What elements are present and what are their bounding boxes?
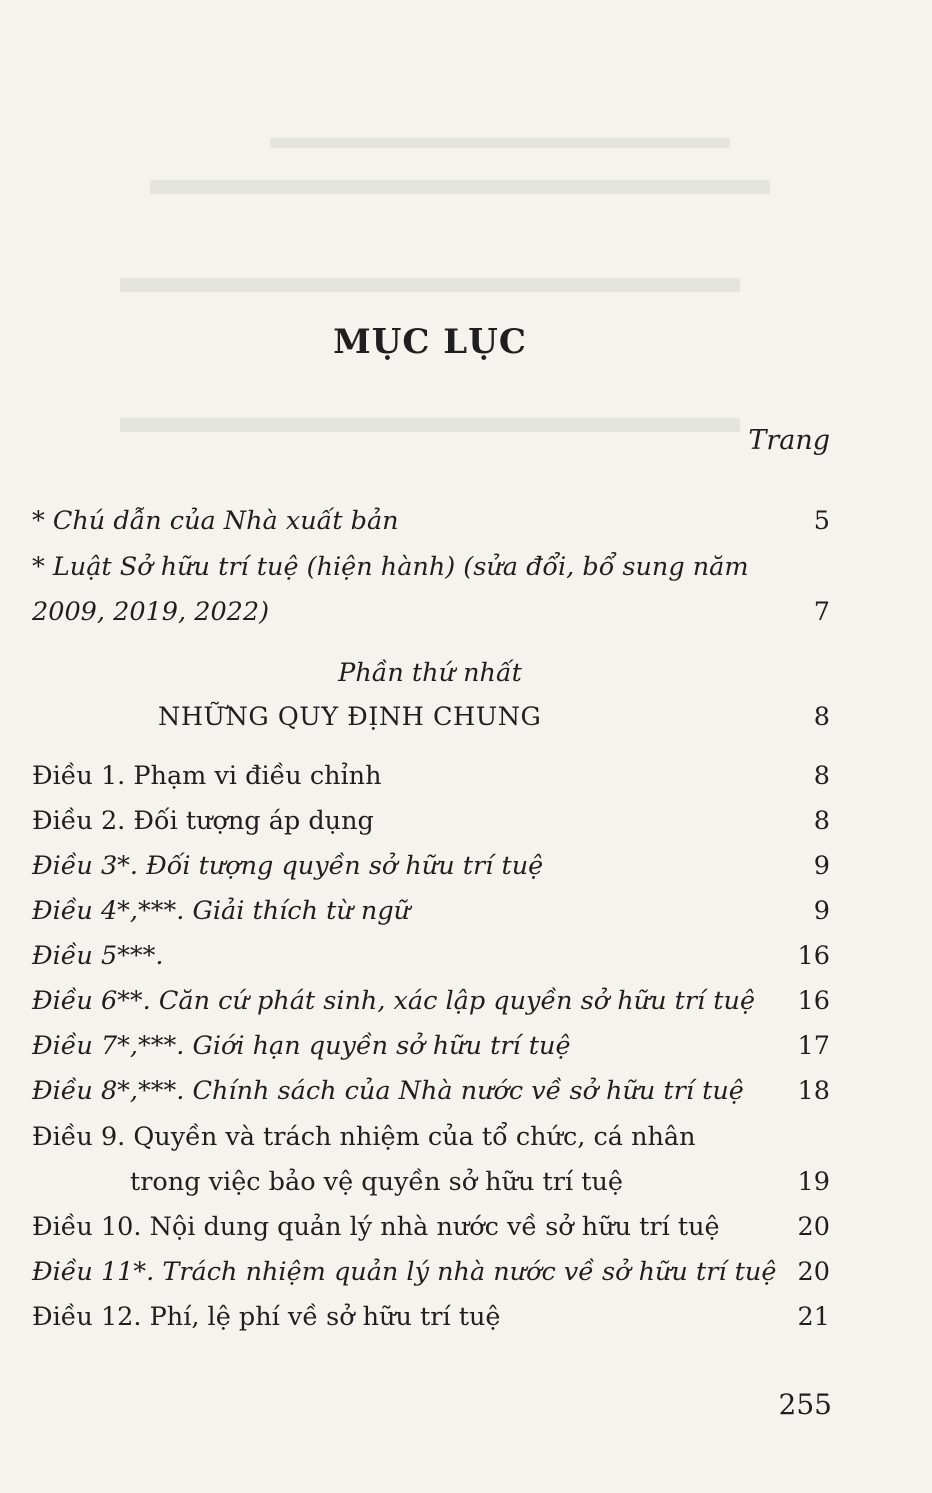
toc-entry-page: 20 [797, 1212, 830, 1242]
toc-entry-text-line2: trong việc bảo vệ quyền sở hữu trí tuệ [130, 1167, 624, 1197]
bleed-through-decoration [250, 130, 750, 156]
toc-entry-text: Điều 5***. [32, 941, 164, 971]
toc-entry-text: Điều 1. Phạm vi điều chỉnh [32, 761, 382, 791]
toc-entry-text: Điều 4*,***. Giải thích từ ngữ [32, 896, 411, 926]
toc-entry-page: 19 [797, 1167, 830, 1197]
toc-entry-text: Điều 12. Phí, lệ phí về sở hữu trí tuệ [32, 1302, 501, 1332]
part-heading-page: 8 [813, 702, 830, 732]
page-column-label: Trang [748, 425, 830, 456]
toc-entry-text: * Chú dẫn của Nhà xuất bản [32, 506, 399, 536]
page-title: MỤC LỤC [333, 322, 527, 362]
toc-entry-page: 8 [813, 761, 830, 791]
bleed-through-decoration [120, 410, 740, 440]
toc-entry-page: 9 [813, 896, 830, 926]
toc-entry-page: 17 [797, 1031, 830, 1061]
page-number: 255 [778, 1388, 832, 1421]
toc-entry-text: Điều 6**. Căn cứ phát sinh, xác lập quyền sở hữu trí tuệ [32, 986, 756, 1016]
toc-entry-text: Điều 10. Nội dung quản lý nhà nước về sở hữu trí tuệ [32, 1212, 720, 1242]
toc-entry-page: 20 [797, 1257, 830, 1287]
toc-entry-page: 8 [813, 806, 830, 836]
toc-entry-page: 5 [813, 506, 830, 536]
toc-entry-text-line1: * Luật Sở hữu trí tuệ (hiện hành) (sửa đổi, bổ sung năm [32, 552, 749, 582]
part-subtitle: Phần thứ nhất [338, 658, 522, 688]
toc-entry-text: Điều 8*,***. Chính sách của Nhà nước về sở hữu trí tuệ [32, 1076, 744, 1106]
toc-entry-text: Điều 2. Đối tượng áp dụng [32, 806, 374, 836]
toc-entry-text: Điều 3*. Đối tượng quyền sở hữu trí tuệ [32, 851, 544, 881]
toc-entry-page: 9 [813, 851, 830, 881]
toc-entry-page: 7 [813, 597, 830, 627]
bleed-through-decoration [150, 172, 770, 202]
toc-entry-text-line2: 2009, 2019, 2022) [32, 597, 270, 627]
toc-entry-page: 18 [797, 1076, 830, 1106]
toc-entry-text: Điều 7*,***. Giới hạn quyền sở hữu trí tuệ [32, 1031, 571, 1061]
toc-entry-text: Điều 11*. Trách nhiệm quản lý nhà nước về sở hữu trí tuệ [32, 1257, 777, 1287]
toc-entry-page: 16 [797, 941, 830, 971]
toc-entry-page: 21 [797, 1302, 830, 1332]
bleed-through-decoration [120, 270, 740, 300]
part-heading: NHỮNG QUY ĐỊNH CHUNG [158, 702, 542, 732]
toc-entry-page: 16 [797, 986, 830, 1016]
toc-entry-text-line1: Điều 9. Quyền và trách nhiệm của tổ chức, cá nhân [32, 1122, 696, 1152]
